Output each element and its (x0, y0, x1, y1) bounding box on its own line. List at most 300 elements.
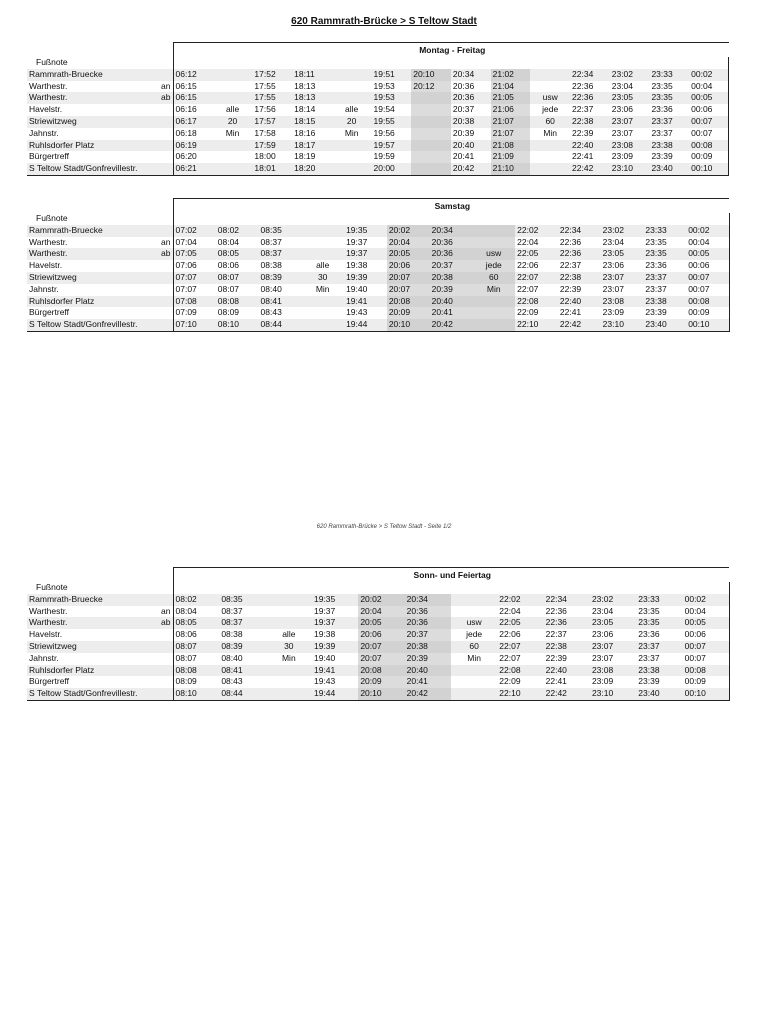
departure-time-cell: 07:09 (175, 307, 197, 318)
footnote-cell (683, 582, 729, 594)
departure-time-cell: 22:42 (558, 319, 601, 331)
departure-time-cell: 23:37 (636, 641, 682, 653)
departure-time-cell: 00:05 (689, 92, 729, 104)
footnote-cell (570, 57, 610, 69)
departure-time-cell: 22:41 (545, 676, 567, 687)
frequency-note-cell (472, 237, 515, 249)
departure-time-cell: 20:09 (387, 307, 430, 319)
departure-time-cell: 22:04 (517, 236, 539, 247)
departure-time-cell: 23:33 (636, 594, 682, 606)
stop-name-cell (27, 641, 173, 653)
frequency-note-cell: jede (466, 629, 483, 640)
departure-time-cell: 20:39 (405, 653, 451, 665)
departure-time-cell: 23:05 (601, 248, 644, 260)
footnote-cell (411, 57, 451, 69)
stop-name: Bürgertreff (29, 151, 70, 162)
departure-time-cell: 06:12 (173, 69, 213, 81)
stop-row (27, 81, 729, 93)
departure-time-cell: 22:34 (544, 594, 590, 606)
frequency-note-cell: 60 (530, 116, 570, 128)
frequency-note-cell (301, 296, 344, 308)
departure-time-cell: 19:43 (346, 307, 368, 318)
departure-time-cell: 07:04 (175, 236, 197, 247)
departure-time-cell: 08:09 (217, 307, 240, 318)
stop-name-cell (27, 272, 173, 284)
departure-time-cell: 20:05 (358, 617, 404, 629)
departure-time-cell: 08:07 (216, 272, 259, 284)
frequency-note-cell: Min (467, 652, 481, 663)
departure-time-cell: 20:07 (387, 272, 430, 284)
departure-time-cell: 22:07 (499, 652, 521, 663)
departure-time-cell: 20:34 (430, 225, 473, 237)
stop-row (27, 260, 729, 272)
departure-time-cell: 23:33 (649, 69, 689, 81)
footnote-cell (686, 213, 729, 225)
departure-time-cell: 06:19 (173, 140, 213, 152)
departure-time-cell: 00:06 (689, 104, 729, 116)
departure-time-cell: 22:36 (545, 605, 567, 616)
footnote-cell (515, 213, 558, 225)
departure-time-cell: 00:07 (683, 653, 729, 665)
departure-time-cell: 23:10 (590, 688, 636, 700)
departure-time-cell: 22:02 (515, 225, 558, 237)
departure-time-cell: 20:07 (358, 641, 404, 653)
stop-name: Rammrath-Bruecke (29, 224, 103, 235)
departure-time-cell: 07:07 (173, 272, 216, 284)
departure-time-cell: 20:12 (411, 81, 451, 93)
departure-time-cell: 22:36 (570, 92, 610, 104)
departure-time-cell: 21:08 (491, 140, 531, 152)
departure-time-cell: 18:00 (254, 151, 276, 162)
departure-time-cell: 20:42 (405, 688, 451, 700)
frequency-note-cell: alle (345, 104, 359, 115)
stop-name: Striewitzweg (29, 640, 77, 651)
footnote-cell (358, 582, 404, 594)
departure-time-cell (411, 140, 451, 152)
footnote-cell (558, 213, 601, 225)
departure-time-cell: 22:39 (572, 127, 594, 138)
departure-time-cell: 23:04 (602, 236, 624, 247)
stop-name-cell (27, 594, 173, 606)
departure-time-cell: 19:54 (373, 104, 395, 115)
departure-time-cell: 23:35 (649, 92, 689, 104)
departure-time-cell: 08:07 (175, 652, 197, 663)
departure-time-cell: 00:04 (686, 237, 729, 249)
departure-time-cell: 21:10 (491, 163, 531, 175)
departure-time-cell: 08:44 (259, 319, 302, 331)
frequency-note-cell (301, 248, 344, 260)
departure-time-cell: 22:06 (499, 629, 521, 640)
departure-time-cell: 08:43 (260, 307, 282, 318)
stop-name-cell (27, 260, 173, 272)
departure-time-cell: 08:06 (217, 260, 240, 271)
departure-time-cell: 22:06 (517, 260, 539, 271)
departure-time-cell: 23:35 (651, 80, 673, 91)
frequency-note-cell (451, 606, 497, 618)
departure-time-cell: 23:06 (591, 629, 614, 640)
frequency-note-cell: Min (225, 127, 240, 138)
stop-name: Warthestr. (29, 248, 68, 259)
departure-time-cell: 08:38 (221, 629, 243, 640)
departure-time-cell: 00:08 (686, 296, 729, 308)
stop-row (27, 151, 729, 163)
departure-time-cell: 08:41 (259, 296, 302, 308)
departure-time-cell: 23:08 (590, 665, 636, 677)
departure-time-cell: 19:57 (372, 140, 412, 152)
stop-name: Striewitzweg (29, 271, 77, 282)
footnote-cell (491, 57, 531, 69)
departure-time-cell: 23:37 (645, 283, 667, 294)
departure-time-cell: 23:39 (651, 151, 673, 162)
stop-name-cell (27, 653, 173, 665)
page-title: 620 Rammrath-Brücke > S Teltow Stadt (291, 16, 477, 27)
stop-name-cell (27, 676, 173, 688)
timetable-samstag (27, 198, 730, 332)
departure-time-cell: 20:38 (405, 641, 451, 653)
frequency-note-cell (266, 676, 312, 688)
departure-time-cell: 23:05 (610, 92, 650, 104)
departure-time-cell: 23:02 (590, 594, 636, 606)
departure-time-cell: 20:38 (451, 116, 491, 128)
frequency-note-cell (472, 307, 515, 319)
frequency-note-cell (530, 81, 570, 93)
frequency-note-cell: alle (282, 629, 296, 640)
stop-row (27, 641, 729, 653)
footnote-cell (301, 213, 344, 225)
departure-time-cell: 17:55 (252, 92, 292, 104)
frequency-note-cell (266, 665, 312, 677)
departure-time-cell: 22:08 (515, 296, 558, 308)
footnote-cell (497, 582, 543, 594)
departure-time-cell: 00:10 (689, 163, 729, 175)
departure-time-cell: 19:35 (344, 225, 387, 237)
departure-time-cell: 22:37 (545, 629, 567, 640)
departure-time-cell: 22:42 (570, 163, 610, 175)
arrival-departure-marker: an (161, 80, 171, 91)
departure-time-cell: 23:36 (651, 104, 673, 115)
stop-name: Havelstr. (29, 104, 63, 115)
departure-time-cell: 19:53 (372, 92, 412, 104)
frequency-note-cell (332, 92, 372, 104)
departure-time-cell: 00:10 (686, 319, 729, 331)
arrival-departure-marker: ab (161, 92, 171, 103)
departure-time-cell: 00:08 (683, 665, 729, 677)
footnote-cell (259, 213, 302, 225)
departure-time-cell: 00:06 (686, 260, 729, 272)
departure-time-cell: 23:39 (638, 676, 660, 687)
frequency-note-cell (332, 69, 372, 81)
footnote-cell (590, 582, 636, 594)
departure-time-cell (411, 128, 451, 140)
departure-time-cell: 08:40 (221, 652, 243, 663)
footnote-cell (643, 213, 686, 225)
departure-time-cell: 20:10 (358, 688, 404, 700)
departure-time-cell: 19:40 (346, 283, 368, 294)
departure-time-cell: 08:40 (260, 283, 282, 294)
departure-time-cell: 00:06 (683, 629, 729, 641)
departure-time-cell: 07:08 (173, 296, 216, 308)
departure-time-cell: 20:05 (387, 248, 430, 260)
departure-time-cell: 18:20 (292, 163, 332, 175)
departure-time-cell: 19:38 (313, 629, 336, 640)
departure-time-cell: 20:37 (430, 260, 473, 272)
frequency-note-cell (213, 69, 253, 81)
departure-time-cell (411, 92, 451, 104)
departure-time-cell: 06:21 (173, 163, 213, 175)
stop-name-cell (27, 296, 173, 308)
departure-time-cell: 22:02 (497, 594, 543, 606)
departure-time-cell: 19:40 (313, 652, 336, 663)
footnote-cell (649, 57, 689, 69)
stop-name-cell (27, 151, 173, 163)
departure-time-cell: 19:37 (312, 617, 358, 629)
stop-name: Warthestr. (29, 605, 68, 616)
departure-time-cell: 22:09 (499, 676, 521, 687)
departure-time-cell: 23:36 (638, 629, 660, 640)
departure-time-cell: 08:39 (259, 272, 302, 284)
footnote-row (27, 213, 729, 225)
departure-time-cell: 23:37 (643, 272, 686, 284)
frequency-note-cell: 20 (213, 116, 253, 128)
departure-time-cell: 23:07 (601, 272, 644, 284)
departure-time-cell: 23:07 (611, 127, 634, 138)
departure-time-cell: 17:59 (252, 140, 292, 152)
stop-name: Warthestr. (29, 92, 68, 103)
departure-time-cell (411, 104, 451, 116)
stop-name: Warthestr. (29, 236, 68, 247)
departure-time-cell: 20:36 (405, 617, 451, 629)
departure-time-cell: 19:59 (373, 151, 395, 162)
departure-time-cell: 23:07 (591, 652, 614, 663)
departure-time-cell: 20:00 (372, 163, 412, 175)
footnote-cell (213, 57, 253, 69)
departure-time-cell: 00:10 (683, 688, 729, 700)
stop-row (27, 272, 729, 284)
frequency-note-cell: Min (344, 127, 359, 138)
stop-row (27, 69, 729, 81)
departure-time-cell: 22:36 (559, 236, 582, 247)
departure-time-cell: 00:07 (689, 128, 729, 140)
departure-time-cell: 22:05 (515, 248, 558, 260)
stop-name-cell (27, 225, 173, 237)
departure-time-cell: 22:42 (544, 688, 590, 700)
frequency-note-cell (332, 151, 372, 163)
stop-row (27, 606, 729, 618)
departure-time-cell: 20:04 (358, 606, 404, 618)
frequency-note-cell (213, 92, 253, 104)
departure-time-cell: 08:37 (219, 617, 265, 629)
table-header-row (27, 199, 729, 214)
departure-time-cell: 20:06 (387, 260, 430, 272)
footnote-cell (544, 582, 590, 594)
departure-time-cell: 20:42 (451, 163, 491, 175)
footnote-cell (451, 57, 491, 69)
departure-time-cell: 22:04 (499, 605, 521, 616)
departure-time-cell: 22:40 (544, 665, 590, 677)
departure-time-cell: 19:55 (372, 116, 412, 128)
stop-name-cell (27, 617, 173, 629)
stop-name-cell (27, 128, 173, 140)
frequency-note-cell (332, 140, 372, 152)
departure-time-cell: 23:35 (643, 248, 686, 260)
stop-row (27, 319, 729, 331)
departure-time-cell: 17:58 (254, 127, 276, 138)
frequency-note-cell: 60 (451, 641, 497, 653)
departure-time-cell: 23:37 (649, 116, 689, 128)
footnote-cell (173, 582, 219, 594)
departure-time-cell: 23:10 (601, 319, 644, 331)
stop-row (27, 237, 729, 249)
stop-name: Ruhlsdorfer Platz (29, 139, 95, 150)
frequency-note-cell (301, 307, 344, 319)
departure-time-cell: 21:05 (491, 92, 531, 104)
departure-time-cell: 00:04 (683, 606, 729, 618)
frequency-note-cell (451, 688, 497, 700)
departure-time-cell: 23:02 (610, 69, 650, 81)
stop-name-cell (27, 104, 173, 116)
footnote-cell (530, 57, 570, 69)
departure-time-cell: 23:38 (643, 296, 686, 308)
departure-time-cell: 22:07 (515, 272, 558, 284)
stop-name-cell (27, 92, 173, 104)
departure-time-cell: 23:35 (636, 617, 682, 629)
stop-name: Havelstr. (29, 629, 63, 640)
departure-time-cell: 23:02 (601, 225, 644, 237)
footnote-cell (372, 57, 412, 69)
departure-time-cell: 19:43 (313, 676, 336, 687)
departure-time-cell: 18:16 (294, 127, 316, 138)
departure-time-cell: 23:37 (638, 652, 660, 663)
departure-time-cell: 08:37 (259, 248, 302, 260)
footnote-cell (610, 57, 650, 69)
frequency-note-cell (213, 151, 253, 163)
departure-time-cell: 08:37 (260, 236, 282, 247)
frequency-note-cell: usw (530, 92, 570, 104)
departure-time-cell: 08:10 (173, 688, 219, 700)
frequency-note-cell (266, 688, 312, 700)
arrival-departure-marker: ab (161, 248, 171, 259)
departure-time-cell: 20:40 (451, 140, 491, 152)
frequency-note-cell (472, 225, 515, 237)
departure-time-cell: 00:02 (686, 225, 729, 237)
departure-time-cell: 08:08 (216, 296, 259, 308)
departure-time-cell: 08:05 (216, 248, 259, 260)
departure-time-cell: 22:38 (558, 272, 601, 284)
footnote-cell (636, 582, 682, 594)
departure-time-cell: 00:07 (686, 272, 729, 284)
departure-time-cell: 23:33 (643, 225, 686, 237)
departure-time-cell: 20:38 (430, 272, 473, 284)
departure-time-cell: 23:09 (602, 307, 624, 318)
table-header-row (27, 43, 729, 58)
stop-name: Jahnstr. (29, 283, 59, 294)
departure-time-cell: 23:09 (611, 151, 634, 162)
frequency-note-cell: 20 (332, 116, 372, 128)
arrival-departure-marker: ab (161, 617, 171, 628)
stop-name-cell (27, 606, 173, 618)
departure-time-cell: 20:34 (451, 69, 491, 81)
departure-time-cell: 23:06 (602, 260, 624, 271)
departure-time-cell: 18:15 (292, 116, 332, 128)
departure-time-cell: 19:39 (312, 641, 358, 653)
departure-time-cell: 06:17 (173, 116, 213, 128)
frequency-note-cell (301, 319, 344, 331)
stop-row (27, 296, 729, 308)
departure-time-cell: 23:06 (611, 104, 634, 115)
frequency-note-cell (301, 225, 344, 237)
stop-row (27, 617, 729, 629)
stop-name-cell (27, 248, 173, 260)
departure-time-cell (411, 116, 451, 128)
frequency-note-cell (266, 594, 312, 606)
stop-name: Warthestr. (29, 617, 68, 628)
departure-time-cell: 08:35 (259, 225, 302, 237)
footnote-label: Fußnote (27, 57, 173, 69)
stop-name-cell (27, 284, 173, 296)
departure-time-cell: 08:39 (219, 641, 265, 653)
frequency-note-cell (472, 296, 515, 308)
departure-time-cell: 21:09 (491, 151, 531, 163)
departure-time-cell: 22:08 (497, 665, 543, 677)
departure-time-cell: 00:08 (689, 140, 729, 152)
departure-time-cell: 07:10 (173, 319, 216, 331)
departure-time-cell: 20:41 (430, 307, 473, 319)
departure-time-cell: 20:02 (358, 594, 404, 606)
footnote-cell (430, 213, 473, 225)
footnote-cell (405, 582, 451, 594)
departure-time-cell: 20:39 (430, 284, 473, 296)
departure-time-cell: 18:13 (292, 92, 332, 104)
departure-time-cell: 22:41 (559, 307, 582, 318)
departure-time-cell: 08:43 (221, 676, 243, 687)
footnote-cell (344, 213, 387, 225)
stop-name: Striewitzweg (29, 115, 77, 126)
departure-time-cell: 22:38 (544, 641, 590, 653)
departure-time-cell: 23:07 (602, 283, 624, 294)
stop-name-cell (27, 319, 173, 331)
departure-time-cell: 23:04 (591, 605, 614, 616)
footnote-cell (292, 57, 332, 69)
departure-time-cell: 07:05 (173, 248, 216, 260)
departure-time-cell (411, 163, 451, 175)
departure-time-cell: 00:05 (686, 248, 729, 260)
departure-time-cell: 08:08 (173, 665, 219, 677)
footnote-cell (312, 582, 358, 594)
departure-time-cell: 06:15 (175, 80, 197, 91)
stop-header-cell (27, 43, 173, 58)
stop-name: Havelstr. (29, 260, 63, 271)
departure-time-cell: 19:53 (373, 80, 395, 91)
departure-time-cell: 08:10 (216, 319, 259, 331)
stop-name: Rammrath-Bruecke (29, 593, 103, 604)
departure-time-cell: 23:38 (649, 140, 689, 152)
frequency-note-cell (451, 676, 497, 688)
arrival-departure-marker: an (161, 605, 171, 616)
stop-name-cell (27, 629, 173, 641)
footnote-cell (472, 213, 515, 225)
frequency-note-cell: jede (542, 104, 559, 115)
stop-row (27, 140, 729, 152)
departure-time-cell: 20:36 (451, 92, 491, 104)
departure-time-cell: 08:07 (173, 641, 219, 653)
departure-time-cell: 22:39 (559, 283, 582, 294)
footnote-cell (173, 213, 216, 225)
stop-row (27, 248, 729, 260)
departure-time-cell: 20:41 (452, 151, 475, 162)
stop-row (27, 665, 729, 677)
departure-time-cell: 21:02 (491, 69, 531, 81)
frequency-note-cell (451, 665, 497, 677)
